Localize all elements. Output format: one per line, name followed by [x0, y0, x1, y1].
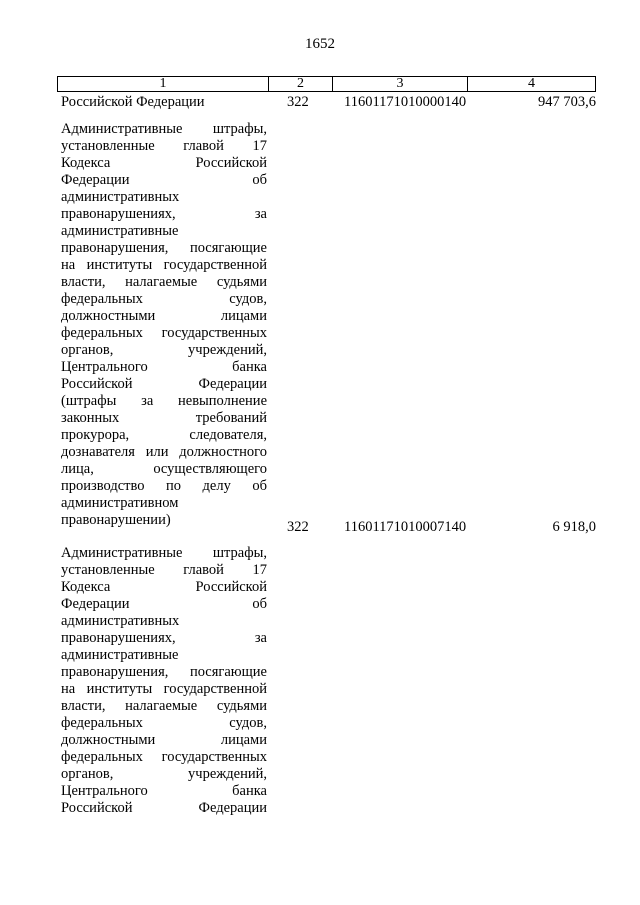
- row-description: [61, 94, 267, 111]
- description-line: Российской Федерации: [61, 800, 267, 816]
- description-line: правонарушения, посягающие: [61, 664, 267, 680]
- description-line: административные: [61, 223, 179, 239]
- description-line: административном: [61, 495, 179, 511]
- row-description: [61, 545, 267, 817]
- description-line: правонарушениях, за: [61, 206, 267, 222]
- header-col-2: 2: [269, 77, 333, 91]
- description-line: на институты государственной: [61, 257, 267, 273]
- description-line: должностными лицами: [61, 732, 267, 748]
- row-description: [61, 121, 267, 529]
- description-line: Российской Федерации: [61, 94, 205, 110]
- description-line: Федерации об: [61, 172, 267, 188]
- description-line: законных требований: [61, 410, 267, 426]
- description-line: производство по делу об: [61, 478, 267, 494]
- description-line: Кодекса Российской: [61, 579, 267, 595]
- description-line: органов, учреждений,: [61, 342, 267, 358]
- description-line: установленные главой 17: [61, 562, 267, 578]
- description-line: федеральных государственных: [61, 325, 267, 341]
- row-code: 322: [287, 94, 309, 110]
- header-col-4: 4: [528, 76, 535, 91]
- description-line: органов, учреждений,: [61, 766, 267, 782]
- description-line: административных: [61, 189, 180, 205]
- row-code: 322: [287, 519, 309, 535]
- description-line: Центрального банка: [61, 359, 267, 375]
- description-line: прокурора, следователя,: [61, 427, 267, 443]
- description-line: правонарушения, посягающие: [61, 240, 267, 256]
- description-line: федеральных государственных: [61, 749, 267, 765]
- description-line: правонарушениях, за: [61, 630, 267, 646]
- description-line: Кодекса Российской: [61, 155, 267, 171]
- description-line: федеральных судов,: [61, 291, 267, 307]
- table-header: [57, 76, 596, 92]
- header-col-3: 3: [333, 77, 468, 91]
- description-line: дознавателя или должностного: [61, 444, 267, 460]
- header-col-1: 1: [58, 77, 269, 91]
- row-amount: 6 918,0: [552, 519, 596, 535]
- description-line: федеральных судов,: [61, 715, 267, 731]
- description-line: правонарушении): [61, 512, 171, 528]
- description-line: лица, осуществляющего: [61, 461, 267, 477]
- page-number: 1652: [305, 36, 335, 52]
- description-line: административные: [61, 647, 179, 663]
- row-kbk: 11601171010000140: [344, 94, 467, 110]
- description-line: Центрального банка: [61, 783, 267, 799]
- description-line: на институты государственной: [61, 681, 267, 697]
- description-line: власти, налагаемые судьями: [61, 698, 267, 714]
- description-line: Российской Федерации: [61, 376, 267, 392]
- description-line: (штрафы за невыполнение: [61, 393, 267, 409]
- description-line: власти, налагаемые судьями: [61, 274, 267, 290]
- description-line: установленные главой 17: [61, 138, 267, 154]
- description-line: Федерации об: [61, 596, 267, 612]
- description-line: Административные штрафы,: [61, 545, 267, 561]
- description-line: Административные штрафы,: [61, 121, 267, 137]
- row-kbk: 11601171010007140: [344, 519, 467, 535]
- description-line: административных: [61, 613, 180, 629]
- description-line: должностными лицами: [61, 308, 267, 324]
- row-amount: 947 703,6: [538, 94, 596, 110]
